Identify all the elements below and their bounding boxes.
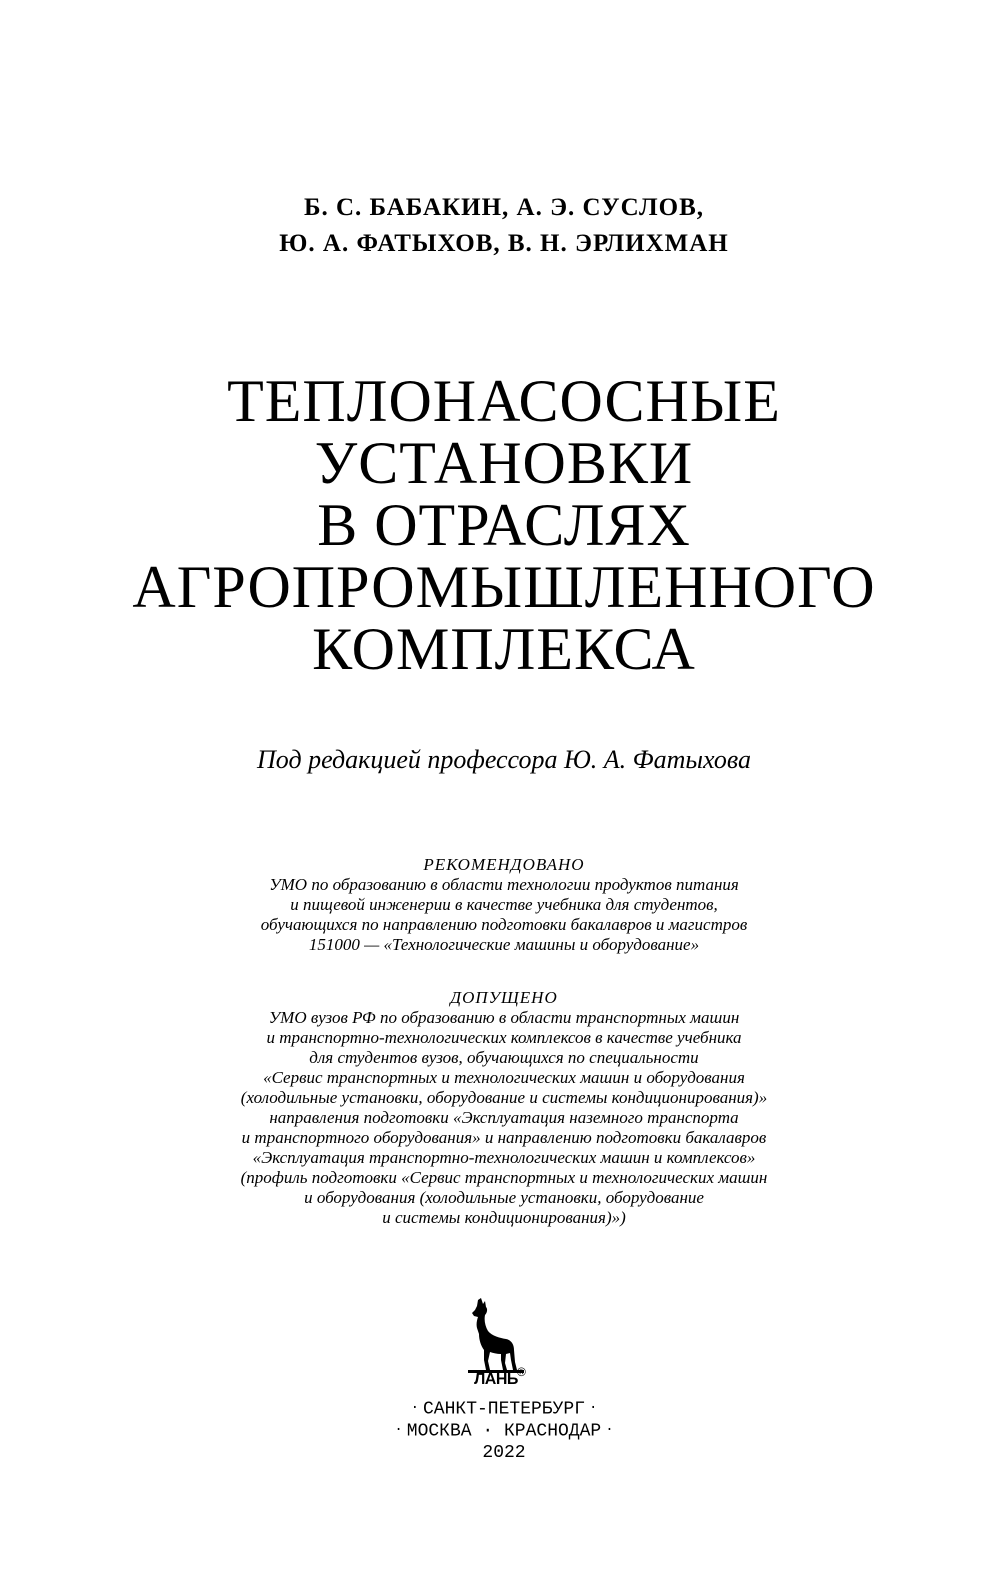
editor-line: Под редакцией профессора Ю. А. Фатыхова (257, 745, 751, 774)
publication-year: 2022 (482, 1442, 526, 1463)
recommended-heading: РЕКОМЕНДОВАНО (423, 855, 585, 874)
allowed-line-5: (холодильные установки, оборудование и системы кондиционирования)» (240, 1088, 768, 1107)
title-line-5: КОМПЛЕКСА (312, 616, 696, 682)
allowed-line-11: и системы кондиционирования)») (382, 1208, 626, 1227)
title-line-2: УСТАНОВКИ (314, 430, 694, 496)
separator-dot: · (589, 1400, 598, 1416)
allowed-stamp (0, 988, 1008, 1228)
allowed-line-1: УМО вузов РФ по образованию в области транспортных машин (268, 1008, 740, 1027)
recommended-line-1: УМО по образованию в области технологии продуктов питания (269, 875, 739, 894)
recommended-line-3: обучающихся по направлению подготовки бакалавров и магистров (260, 915, 748, 934)
book-title (0, 370, 1008, 680)
registered-mark: ® (517, 1365, 526, 1379)
title-line-4: АГРОПРОМЫШЛЕННОГО (132, 554, 876, 620)
cities-moscow-krasnodar: МОСКВА · КРАСНОДАР (406, 1421, 602, 1442)
title-line-3: В ОТРАСЛЯХ (317, 492, 691, 558)
publisher-logo-text: ЛАНЬ (474, 1371, 518, 1388)
allowed-line-9: (профиль подготовки «Сервис транспортных и технологических машин (240, 1168, 768, 1187)
recommended-line-4: 151000 — «Технологические машины и оборудование» (308, 935, 700, 954)
title-line-1: ТЕПЛОНАСОСНЫЕ (227, 368, 781, 434)
allowed-line-7: и транспортного оборудования» и направлению подготовки бакалавров (241, 1128, 767, 1147)
separator-dot: · (394, 1422, 403, 1439)
publisher-logo (466, 1298, 532, 1398)
imprint-block (0, 1398, 1008, 1464)
authors-line-2: Ю. А. ФАТЫХОВ, В. Н. ЭРЛИХМАН (279, 230, 729, 257)
imprint-line-2 (0, 1420, 1008, 1442)
imprint-line-1 (0, 1398, 1008, 1420)
allowed-line-4: «Сервис транспортных и технологических машин и оборудования (263, 1068, 745, 1087)
allowed-line-8: «Эксплуатация транспортно-технологических машин и комплексов» (252, 1148, 756, 1167)
allowed-line-3: для студентов вузов, обучающихся по специальности (309, 1048, 699, 1067)
allowed-line-10: и оборудования (холодильные установки, оборудование (304, 1188, 704, 1207)
separator-dot: · (605, 1422, 614, 1439)
doe-icon (466, 1298, 532, 1374)
separator-dot: · (410, 1400, 419, 1416)
recommended-line-2: и пищевой инженерии в качестве учебника для студентов, (290, 895, 718, 914)
allowed-heading: ДОПУЩЕНО (450, 988, 558, 1007)
recommended-stamp (0, 855, 1008, 955)
authors-line-1: Б. С. БАБАКИН, А. Э. СУСЛОВ, (303, 194, 705, 221)
allowed-line-2: и транспортно-технологических комплексов в качестве учебника (266, 1028, 742, 1047)
city-saint-petersburg: САНКТ-ПЕТЕРБУРГ (422, 1399, 586, 1420)
allowed-line-6: направления подготовки «Эксплуатация наземного транспорта (269, 1108, 739, 1127)
authors-block (0, 190, 1008, 262)
